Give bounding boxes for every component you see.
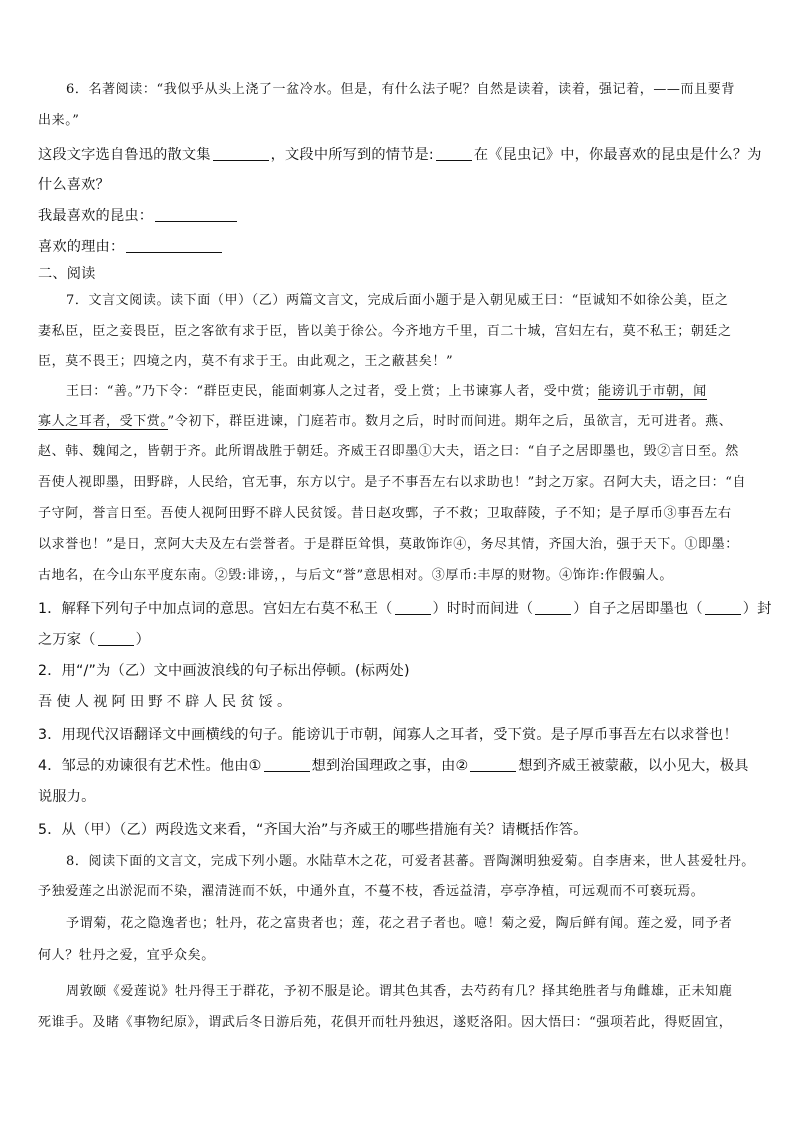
q6-reason-line (38, 237, 760, 257)
q8-p3-line (66, 982, 760, 1002)
q7-sub4-text: 想到齐威王被蒙蔽，以小见大，极具 (518, 758, 749, 774)
q6-text-b: ，文段中所写到的情节是: (270, 147, 434, 163)
answer-blank-collection[interactable] (213, 146, 269, 161)
q6-text-c: 在《昆虫记》中，你最喜欢的昆虫是什么？为 (473, 147, 762, 163)
answer-blank-insect[interactable] (155, 207, 237, 222)
answer-blank[interactable] (98, 631, 134, 646)
q8-p2-line: 何人？牡丹之爱，宜乎众矣。 (38, 948, 215, 963)
q8-line: 8．阅读下面的文言文，完成下列小题。水陆草木之花，可爱者甚蕃。晋陶渊明独爱菊。自李唐来，世人甚爱牡丹。 (66, 854, 755, 869)
q8-p3-text: 牡丹得王于群花，予初不服是论。谓其色其香，去芍药有几？择其绝胜者与角雌雄，正未知鹿 (174, 984, 733, 999)
q7-p1-line: 妻私臣，臣之妾畏臣，臣之客欲有求于臣，皆以美于徐公。今齐地方千里，百二十城，宫妇左右，莫不私王；朝廷之 (38, 324, 732, 339)
q7-sub1-text: ） (135, 632, 150, 648)
insect-label: 我最喜欢的昆虫： (38, 208, 154, 224)
q7-sub1-line-2 (38, 630, 760, 650)
q7-p2-line: 赵、韩、魏闻之，皆朝于齐。此所谓战胜于朝廷。齐威王召即墨①大夫，语之曰：“自子之居即墨也，毁②言日至。然 (38, 444, 739, 459)
q7-p2-line (66, 382, 760, 402)
q6-text-a: 这段文字选自鲁迅的散文集 (38, 147, 211, 163)
q7-sub1-text: 之万家（ (38, 632, 96, 648)
q6-line-1: 6．名著阅读：“我似乎从头上浇了一盆冷水。但是，有什么法子呢？自然是读着，读着，强记着，——而且要背 (66, 82, 735, 97)
section-heading: 二、阅读 (38, 266, 96, 282)
q7-p2-line: 以求誉也！”是日，烹阿大夫及左右尝誉者。于是群臣耸惧，莫敢饰诈④，务尽其情，齐国大治，强于天下。①即墨： (38, 537, 739, 552)
q7-sub1-text: ）时时而间进（ (432, 601, 534, 617)
q7-p2-line: 吾使人视即墨，田野辟，人民给，官无事，东方以宁。是子不事吾左右以求助也！”封之万家。召阿大夫，语之曰：“自 (38, 475, 747, 490)
answer-blank[interactable] (535, 600, 571, 615)
q7-sub2: 2．用“/”为（乙）文中画波浪线的句子标出停顿。(标两处) (38, 663, 410, 679)
q7-sub4-line-2: 说服力。 (38, 789, 96, 805)
q7-sub4-text: 想到治国理政之事，由② (311, 758, 469, 774)
q7-sub1-text: ）自子之居即墨也（ (573, 601, 703, 617)
answer-blank-reason[interactable] (126, 238, 222, 253)
answer-blank[interactable] (264, 757, 310, 772)
q7-p2-text: 王曰：“善。”乃下令：“群臣吏民，能面刺寡人之过者，受上赏；上书谏寡人者，受中赏； (66, 384, 599, 399)
q7-sub3: 3．用现代汉语翻译文中画横线的句子。能谤讥于市朝，闻寡人之耳者，受下赏。是子厚币事吾左右以求誉也！ (38, 727, 738, 743)
q7-sub5: 5．从（甲）（乙）两段选文来看，“齐国大治”与齐威王的哪些措施有关？请概括作答。 (38, 822, 588, 838)
q7-p1-line: 7．文言文阅读。读下面（甲）（乙）两篇文言文，完成后面小题于是入朝见威王曰：“臣诚知不如徐公美，臣之 (66, 293, 729, 308)
q7-sub4-line-1 (38, 756, 760, 776)
q7-sub1-text: ）封 (742, 601, 772, 617)
q8-line: 予独爱莲之出淤泥而不染，濯清涟而不妖，中通外直，不蔓不枝，香远益清，亭亭净植，可远观而不可亵玩焉。 (38, 884, 705, 899)
answer-blank[interactable] (705, 600, 741, 615)
q8-p3-source: 周敦颐《爱莲说》 (66, 984, 175, 999)
q7-sub4-text: 4．邹忌的劝谏很有艺术性。他由① (38, 758, 262, 774)
q7-sub1-text: 1．解释下列句子中加点词的意思。宫妇左右莫不私王（ (38, 601, 393, 617)
q8-p3-line: 死谁手。及睹《事物纪原》，谓武后冬日游后苑，花俱开而牡丹独迟，遂贬洛阳。因大悟曰：“强项若此，得贬固宜， (38, 1015, 733, 1030)
answer-blank[interactable] (470, 757, 516, 772)
q7-p2-line: 子守阿，誉言日至。吾使人视阿田野不辟人民贫馁。昔日赵攻鄄，子不救；卫取薛陵，子不知；是子厚币③事吾左右 (38, 506, 732, 521)
q7-p1-line: 臣，莫不畏王；四境之内，莫不有求于王。由此观之，王之蔽甚矣！” (38, 354, 454, 369)
q7-p2-line: 古地名，在今山东平度东南。②毁:诽谤，，与后文“誉”意思相对。③厚币:丰厚的财物。④饰诈:作假骗人。 (38, 568, 673, 583)
q6-line-3 (38, 145, 760, 165)
reason-label: 喜欢的理由： (38, 239, 125, 255)
q7-p2-line (38, 412, 760, 432)
q8-p2-line: 予谓菊，花之隐逸者也；牡丹，花之富贵者也；莲，花之君子者也。噫！菊之爱，陶后鲜有闻。莲之爱，同予者 (66, 916, 733, 931)
q6-insect-line (38, 206, 760, 226)
q7-sub2-sentence: 吾使人视阿田野不辟人民贫馁。 (38, 694, 296, 710)
underlined-sentence: 寡人之耳者，受下赏。 (38, 414, 168, 429)
q7-sub1-line-1 (38, 599, 772, 619)
q6-line-4: 什么喜欢？ (38, 177, 110, 193)
q6-line-2: 出来。” (38, 113, 80, 128)
answer-blank-plot[interactable] (436, 146, 472, 161)
q7-p2-text: ”令初下，群臣进谏，门庭若市。数月之后，时时而间进。期年之后，虽欲言，无可进者。燕、 (167, 414, 733, 429)
answer-blank[interactable] (395, 600, 431, 615)
underlined-sentence: 能谤讥于市朝，闻 (598, 384, 707, 399)
